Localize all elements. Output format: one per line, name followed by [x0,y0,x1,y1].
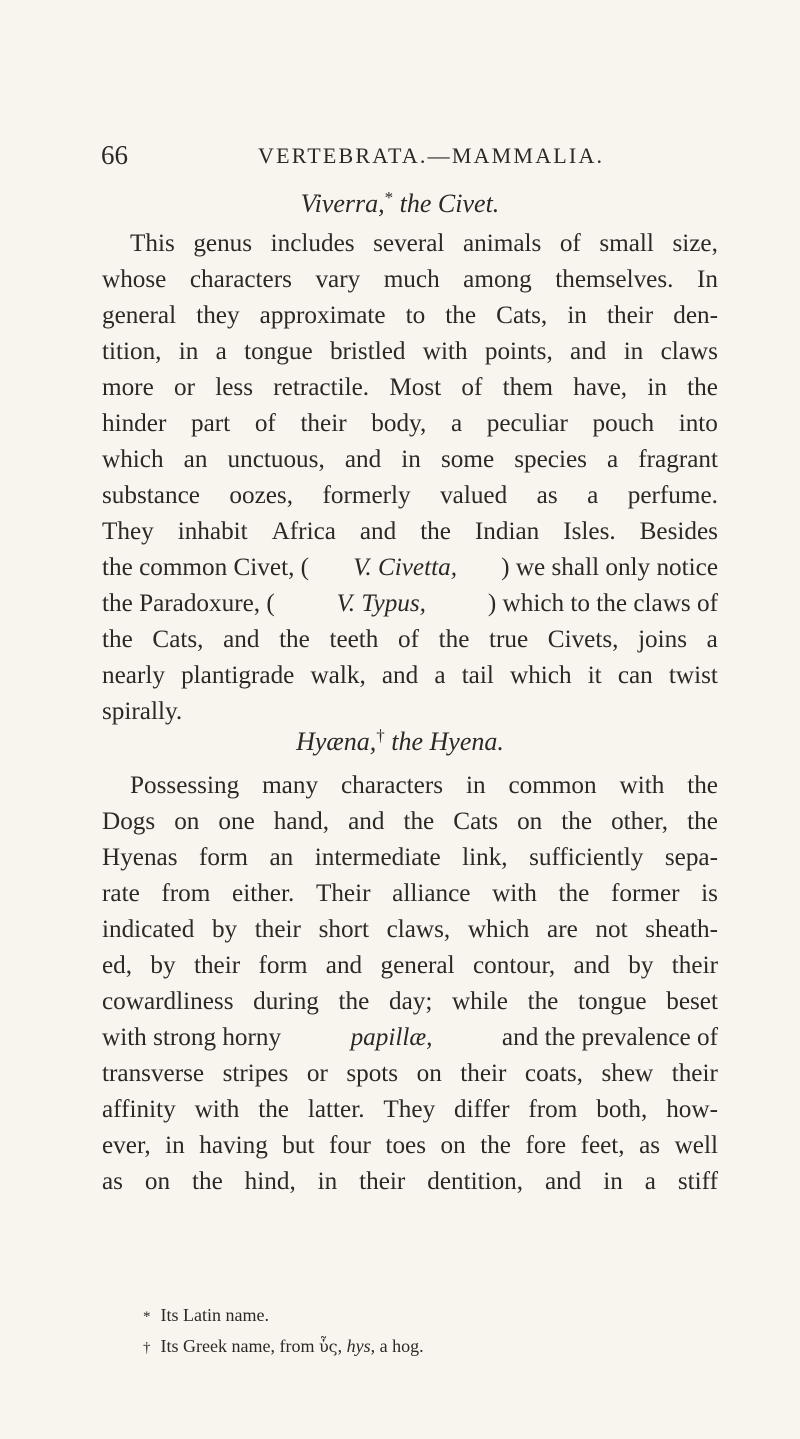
footnote-mark: † [376,726,385,745]
text-line: Hyenas form an intermediate link, sufficiently sepa- [102,844,718,871]
text-line: They inhabit Africa and the Indian Isles. Besides [102,518,718,545]
genus-name: Hyæna, [296,727,377,756]
text-line: the Cats, and the teeth of the true Civets, joins a [102,626,718,653]
text-line: This genus includes several animals of small size, [130,230,718,257]
text-line: the Paradoxure, ( V. Typus, ) which to the claws of [102,586,718,622]
text-line: Possessing many characters in common with the [130,772,718,799]
page-number: 66 [101,140,128,170]
common-name: the Hyena. [384,727,504,756]
section-heading-viverra [0,188,800,219]
species-name: V. Civetta, [353,554,457,581]
text-line: rate from either. Their alliance with the former is [102,880,718,907]
text-line: transverse stripes or spots on their coats, shew their [102,1060,718,1087]
text-line: general they approximate to the Cats, in their den- [102,302,718,329]
term-papillae: papillæ, [350,1024,433,1051]
text-line: ed, by their form and general contour, and by their [102,952,718,979]
footnote-1: * Its Latin name. [143,1305,269,1325]
text-line: which an unctuous, and in some species a fragrant [102,446,718,473]
text-line: cowardliness during the day; while the tongue beset [102,988,718,1015]
genus-name: Viverra, [300,189,385,218]
footnote-mark: * [384,188,394,207]
text-line: whose characters vary much among themselves. In [102,266,718,293]
running-head: VERTEBRATA.—MAMMALIA. [258,143,605,168]
text-line: with strong horny papillæ, and the prevalence of [102,1020,718,1056]
paragraph-hyaena [102,768,718,1200]
text-line: tition, in a tongue bristled with points, and in claws [102,338,718,365]
text-line: the common Civet, ( V. Civetta, ) we shall only notice [102,550,718,586]
text-line: more or less retractile. Most of them have, in the [102,374,718,401]
text-line: hinder part of their body, a peculiar pouch into [102,410,718,437]
text-line: nearly plantigrade walk, and a tail which it can twist [102,662,718,689]
text-line: spirally. [102,698,183,725]
species-name: V. Typus, [336,590,426,617]
text-line: substance oozes, formerly valued as a perfume. [102,482,718,509]
footnote-2: † Its Greek name, from ὗς, hys, a hog. [143,1336,424,1356]
paragraph-viverra [102,226,718,730]
text-line: as on the hind, in their dentition, and in a stiff [102,1168,718,1195]
text-line: ever, in having but four toes on the fore feet, as well [102,1132,718,1159]
footnotes [143,1301,424,1363]
text-line: affinity with the latter. They differ from both, how- [102,1096,718,1123]
text-line: indicated by their short claws, which are not sheath- [102,916,718,943]
page-header [101,140,701,176]
common-name: the Civet. [393,189,500,218]
section-heading-hyaena [0,726,800,757]
text-line: Dogs on one hand, and the Cats on the other, the [102,808,718,835]
